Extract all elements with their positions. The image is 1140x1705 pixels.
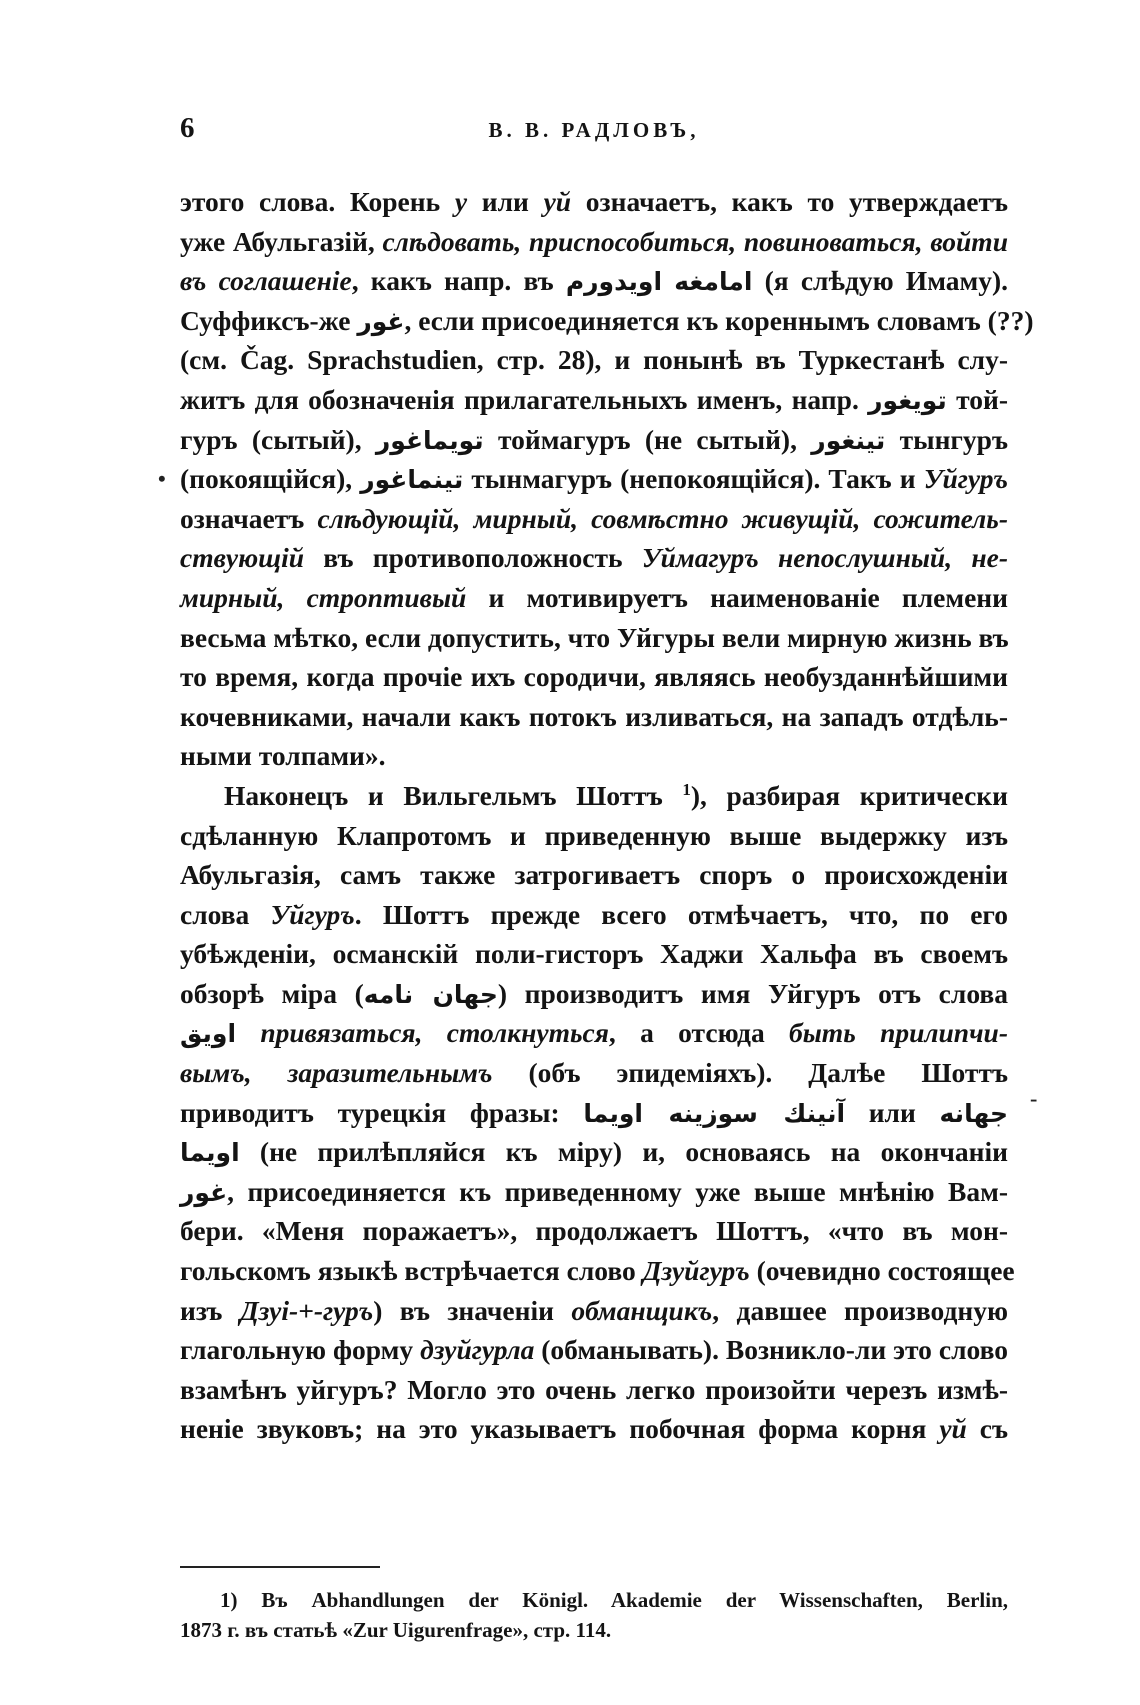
text-line: мирный, строптивый и мотивируетъ наименованіе племени xyxy=(180,581,1008,613)
text-line: (покоящійся), تينماغور тынмагуръ (непокоящійся). Такъ и Уйгуръ xyxy=(180,463,1008,495)
text-line: глагольную форму дзуйгурла (обманывать). Возникло-ли это слово xyxy=(180,1334,1008,1366)
footnote-divider xyxy=(180,1566,380,1568)
text-line: убѣжденіи, османскій поли-гисторъ Хаджи Хальфа въ своемъ xyxy=(180,938,1008,970)
text-line: кочевниками, начали какъ потокъ изливаться, на западъ отдѣль- xyxy=(180,700,1008,732)
margin-dash-mark: - xyxy=(1030,1086,1038,1111)
text-line: гуръ (сытый), تويماغور тоймагуръ (не сытый), تينغور тынгуръ xyxy=(180,423,1008,455)
page-header xyxy=(180,112,1008,152)
text-line: въ соглашеніе, какъ напр. въ اويدورم امامغه (я слѣдую Имаму). xyxy=(180,265,1009,297)
arabic-word: آنينك سوزينه اويما xyxy=(583,1098,846,1128)
footnote xyxy=(180,1585,1008,1645)
text-line: уже Абульгазій, слѣдовать, приспособиться, повиноваться, войти xyxy=(180,225,1008,257)
text-line: этого слова. Корень у или уй означаетъ, какъ то утверждаетъ xyxy=(180,186,1008,217)
text-line: житъ для обозначенія прилагательныхъ именъ, напр. تويغور той- xyxy=(180,383,1008,415)
text-line: бери. «Меня поражаетъ», продолжаетъ Шоттъ, «что въ мон- xyxy=(180,1215,1008,1247)
arabic-word: اويدورم xyxy=(565,267,663,297)
footnote-line: 1) Въ Abhandlungen der Königl. Akademie der Wissenschaften, Berlin, xyxy=(220,1588,1008,1612)
text-line: то время, когда прочіе ихъ сородичи, являясь необузданнѣйшими xyxy=(180,661,1008,693)
text-line: ствующій въ противоположность Уймагуръ непослушный, не- xyxy=(180,542,1009,574)
page-number: 6 xyxy=(180,112,195,144)
text-line: слова Уйгуръ. Шоттъ прежде всего отмѣчаетъ, что, по его xyxy=(180,898,1008,930)
running-head: В. В. РАДЛОВЪ, xyxy=(488,118,700,142)
text-line: сдѣланную Клапротомъ и приведенную выше выдержку изъ xyxy=(180,819,1008,851)
arabic-word: غور xyxy=(357,306,405,336)
text-line: взамѣнъ уйгуръ? Могло это очень легко произойти черезъ измѣ- xyxy=(180,1373,1008,1405)
text-line: اويق привязаться, столкнуться, а отсюда быть прилипчи- xyxy=(180,1017,1008,1049)
margin-dot-mark: • xyxy=(158,466,166,491)
text-line: (см. Čag. Sprachstudien, стр. 28), и понынѣ въ Туркестанѣ слу- xyxy=(180,344,1008,376)
text-line: Наконецъ и Вильгельмъ Шоттъ $^1$), разбирая критически xyxy=(224,779,1008,811)
arabic-word: تويغور xyxy=(868,385,947,415)
footnote-line: 1873 г. въ статьѣ «Zur Uigurenfrage», стр. 114. xyxy=(180,1618,612,1642)
arabic-word: غور xyxy=(180,1177,228,1207)
text-line: Абульгазія, самъ также затрогиваетъ споръ о происхожденіи xyxy=(180,859,1008,891)
text-line: весьма мѣтко, если допустить, что Уйгуры вели мирную жизнь въ xyxy=(180,621,1009,653)
arabic-word: امامغه xyxy=(674,267,753,297)
text-line: غور, присоединяется къ приведенному уже выше мнѣнію Вам- xyxy=(180,1175,1008,1207)
text-line: изъ Дзуі-+-гуръ) въ значеніи обманщикъ, давшее производную xyxy=(180,1294,1008,1326)
arabic-word: اويما xyxy=(180,1138,240,1168)
text-line: неніе звуковъ; на это указываетъ побочная форма корня уй съ xyxy=(180,1413,1008,1445)
arabic-word: تويماغور xyxy=(375,425,484,455)
arabic-word: جهانه xyxy=(939,1098,1008,1128)
text-line: означаетъ слѣдующій, мирный, совмѣстно живущій, сожитель- xyxy=(180,502,1008,534)
text-line: обзорѣ міра (جهان نامه) производитъ имя Уйгуръ отъ слова xyxy=(180,977,1008,1009)
text-line: приводитъ турецкія фразы: آنينك سوزينه اويما или جهانه xyxy=(180,1096,1008,1128)
arabic-word: اويق xyxy=(180,1019,237,1049)
arabic-word: تينماغور xyxy=(360,465,464,495)
arabic-word: جهان نامه xyxy=(363,979,498,1009)
footnote-ref: 1 xyxy=(682,779,691,799)
text-line: Суффиксъ-же غور, если присоединяется къ кореннымъ словамъ (??) xyxy=(180,304,1034,336)
arabic-word: تينغور xyxy=(811,425,886,455)
text-line: اويما (не прилѣпляйся къ міру) и, основаясь на окончаніи xyxy=(180,1136,1008,1168)
text-line: ными толпами». xyxy=(180,740,386,772)
text-line: гольскомъ языкѣ встрѣчается слово Дзуйгуръ (очевидно состоящее xyxy=(180,1255,1015,1287)
body-text xyxy=(180,182,1034,1449)
text-line: вымъ, заразительнымъ (объ эпидеміяхъ). Далѣе Шоттъ xyxy=(180,1057,1008,1089)
